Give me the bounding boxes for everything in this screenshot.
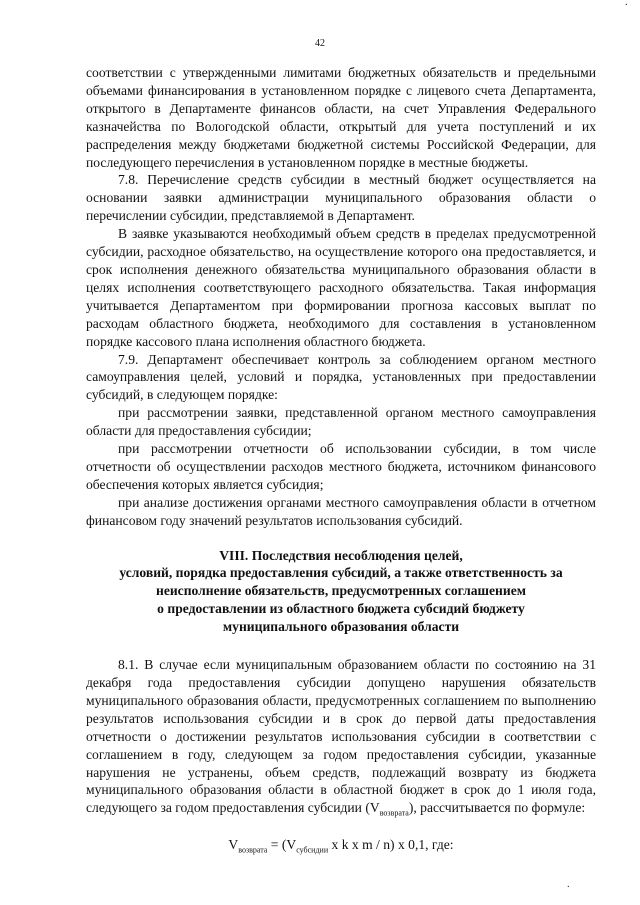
paragraph-request: В заявке указываются необходимый объем средств в пределах предусмотренной субсидии, расходное обязательство, на осуществление которого она предоставляется, и срок исполнения денежного обязательства муниципального образования области в целях исполнения соответствующего расходного обязательства. Такая информация учитывается Департаментом при формировании прогноза кассовых выплат по расходам областного бюджета, необходимого для составления в установленном порядке кассового плана исполнения областного бюджета.: [86, 226, 596, 349]
paragraph-8-1-text: 8.1. В случае если муниципальным образованием области по состоянию на 31 декабря года предоставления субсидии допущено нарушения обязательств муниципального образования области, предусмотренных соглашением по выполнению результатов использования субсидии и в срок до первой даты предоставления отчетности о достижении результатов использования субсидии в соответствии с соглашением в году, следующем за годом предоставления субсидии, указанные нарушения не устранены, объем средств, подлежащий возврату из бюджета муниципального образования области в областной бюджет в срок до 1 июля года, следующего за годом предоставления субсидии (V: [86, 657, 596, 816]
heading-line: условий, порядка предоставления субсидий, а также ответственность за: [119, 565, 563, 581]
paragraph-7-8: 7.8. Перечисление средств субсидии в местный бюджет осуществляется на основании заявки администрации муниципального образования области о перечислении субсидии, представляемой в Департамент.: [86, 172, 596, 224]
formula-v: V: [228, 837, 239, 853]
formula: [86, 836, 596, 854]
corner-mark-top: ·: [624, 0, 628, 11]
heading-line: VIII. Последствия несоблюдения целей,: [219, 547, 463, 563]
paragraph-8-1: [86, 656, 596, 817]
formula-rest: x k x m / n) x 0,1, где:: [328, 837, 454, 853]
formula-eq: = (V: [267, 837, 297, 853]
heading-line: неисполнение обязательств, предусмотренных соглашением: [155, 583, 526, 599]
paragraph-8-1-tail: ), рассчитывается по формуле:: [408, 800, 586, 816]
paragraph-continuation: соответствии с утвержденными лимитами бюджетных обязательств и предельными объемами финансирования в установленном порядке с лицевого счета Департамента, открытого в Департаменте финансов области, на счет Управления Федерального казначейства по Вологодской области, открытый для учета поступлений и их распределения между бюджетами бюджетной системы Российской Федерации, для последующего перечисления в установленном порядке в местные бюджеты.: [86, 65, 596, 170]
formula-sub-subsidy: субсидии: [296, 845, 329, 855]
corner-mark-bottom: ·: [566, 882, 570, 893]
paragraph-7-9: 7.9. Департамент обеспечивает контроль за соблюдением органом местного самоуправления целей, условий и порядка, установленных при предоставлении субсидий, в следующем порядке:: [86, 351, 596, 403]
page-number: 42: [315, 38, 325, 49]
paragraph-control-3: при анализе достижения органами местного самоуправления области в отчетном финансовом году значений результатов использования субсидий.: [86, 494, 596, 528]
formula-sub-return: возврата: [238, 845, 268, 855]
heading-line: муниципального образования области: [222, 619, 460, 635]
paragraph-control-1: при рассмотрении заявки, представленной органом местного самоуправления области для предоставления субсидии;: [86, 405, 596, 439]
paragraph-control-2: при рассмотрении отчетности об использовании субсидии, в том числе отчетности об осуществлении расходов местного бюджета, источником финансового обеспечения которых является субсидия;: [86, 441, 596, 492]
heading-line: о предоставлении из областного бюджета субсидий бюджету: [157, 601, 525, 617]
paragraph-8-1-subscript: возврата: [379, 809, 409, 819]
section-heading: [86, 547, 596, 637]
body-text: [86, 64, 596, 854]
